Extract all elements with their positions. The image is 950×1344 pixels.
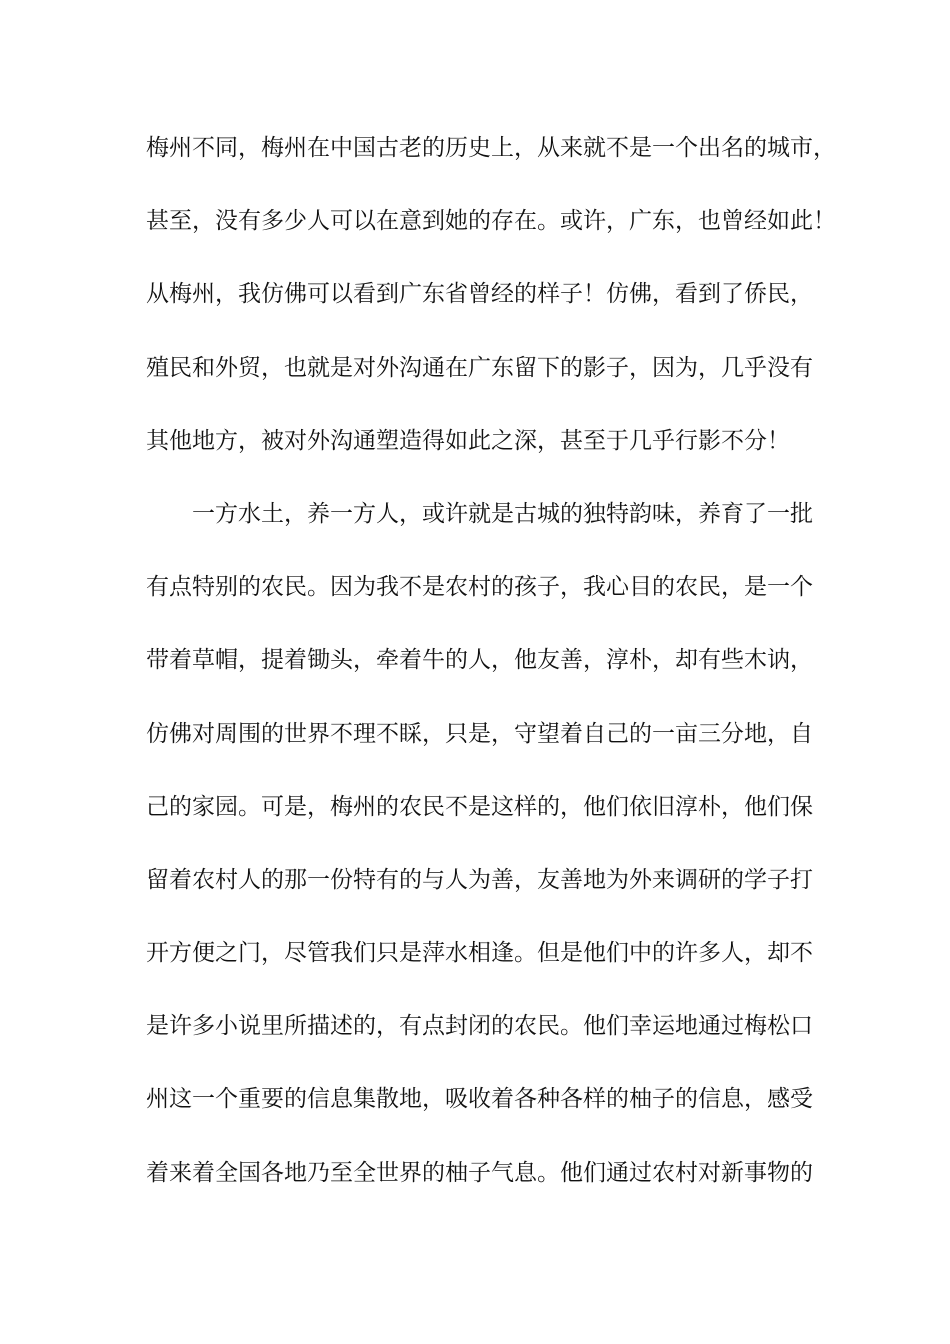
text-line: 着来着全国各地乃至全世界的柚子气息。他们通过农村对新事物的: [146, 1159, 813, 1186]
text-line: 开方便之门，尽管我们只是萍水相逢。但是他们中的许多人，却不: [146, 940, 813, 967]
text-line: 仿佛对周围的世界不理不睬，只是，守望着自己的一亩三分地，自: [146, 720, 813, 747]
text-line: 从梅州，我仿佛可以看到广东省曾经的样子！仿佛，看到了侨民，: [146, 281, 813, 308]
text-line: 其他地方，被对外沟通塑造得如此之深，甚至于几乎行影不分！: [146, 427, 790, 454]
text-line: 甚至，没有多少人可以在意到她的存在。或许，广东，也曾经如此！: [146, 208, 836, 235]
text-line: 己的家园。可是，梅州的农民不是这样的，他们依旧淳朴，他们保: [146, 793, 813, 820]
text-line: 州这一个重要的信息集散地，吸收着各种各样的柚子的信息，感受: [146, 1086, 813, 1113]
paragraph-first-line: 一方水土，养一方人，或许就是古城的独特韵味，养育了一批: [192, 500, 813, 527]
text-line: 有点特别的农民。因为我不是农村的孩子，我心目的农民，是一个: [146, 574, 813, 601]
text-line: 殖民和外贸，也就是对外沟通在广东留下的影子，因为，几乎没有: [146, 354, 813, 381]
text-line: 留着农村人的那一份特有的与人为善，友善地为外来调研的学子打: [146, 866, 813, 893]
text-line: 带着草帽，提着锄头，牵着牛的人，他友善，淳朴，却有些木讷，: [146, 647, 813, 674]
body-text: [146, 124, 836, 1222]
text-line: 是许多小说里所描述的，有点封闭的农民。他们幸运地通过梅松口: [146, 1013, 813, 1040]
text-line: 梅州不同，梅州在中国古老的历史上，从来就不是一个出名的城市，: [146, 135, 836, 161]
